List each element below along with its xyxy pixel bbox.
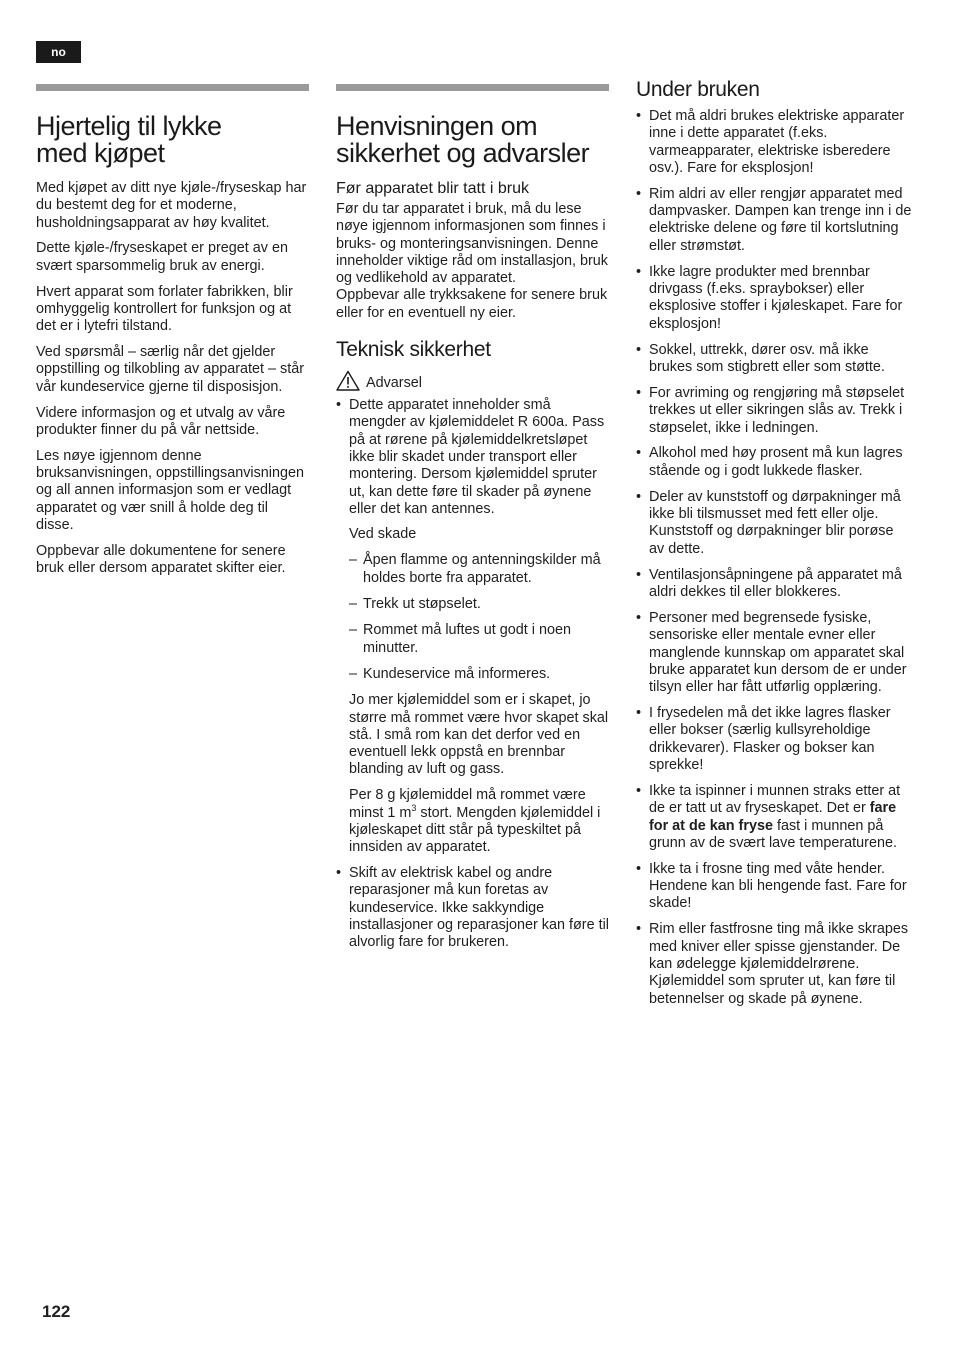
list-item: • Alkohol med høy prosent må kun lagres stående og i godt lukkede flasker.	[636, 445, 912, 480]
damage-label: Ved skade	[349, 526, 417, 543]
list-item: • For avriming og rengjøring må støpselet trekkes ut eller sikringen slås av. Trekk i støpselet, ikke i ledningen.	[636, 385, 912, 437]
refrigerant-amount-text: Per 8 g kjølemiddel må rommet være minst 1 $m^3$ stort. Mengden kjølemiddel i kjøleskapet ditt står på typeskiltet på innsiden av apparatet.	[349, 787, 601, 856]
before-use-heading: Før apparatet blir tatt i bruk	[336, 180, 529, 197]
list-item: • I frysedelen må det ikke lagres flasker eller bokser (særlig kullsyreholdige drikkevarer). Flasker og bokser kan sprekke!	[636, 705, 912, 774]
safety-bullets	[336, 397, 609, 952]
list-item: • Rim aldri av eller rengjør apparatet med dampvasker. Dampen kan trenge inn i de elektriske delene og føre til kortslutning eller strømstøt.	[636, 186, 912, 255]
technical-safety-heading: Teknisk sikkerhet	[336, 338, 491, 362]
intro-paragraph: Hvert apparat som forlater fabrikken, blir omhyggelig kontrollert for funksjon og at det er i lytefri tilstand.	[36, 283, 293, 335]
list-item: – Rommet må luftes ut godt i noen minutter.	[349, 622, 609, 657]
warning-label: Advarsel	[336, 370, 609, 391]
list-item: • Ventilasjonsåpningene på apparatet må aldri dekkes til eller blokkeres.	[636, 567, 912, 602]
before-use-text: Før du tar apparatet i bruk, må du lese nøye igjennom informasjonen som finnes i bruks- og monteringsanvisningen. Denne inneholder viktige råd om installasjon, bruk og vedlikehold av apparatet.	[336, 201, 608, 287]
before-use-text: Oppbevar alle trykksakene for senere bruk eller for en eventuell ny eier.	[336, 287, 608, 321]
list-item: • Rim eller fastfrosne ting må ikke skrapes med kniver eller spisse gjenstander. De kan ødelegge kjølemiddelrørene. Kjølemiddel som spruter ut, kan føre til betennelser og skade på øynene.	[636, 921, 912, 1007]
list-item: • Personer med begrensede fysiske, sensoriske eller mentale evner eller manglende kunnskap om apparatet skal bruke apparatet kun dersom de er under tilsyn eller har fått utførlig opplæring.	[636, 610, 912, 696]
list-item: • Sokkel, uttrekk, dører osv. må ikke brukes som stigbrett eller som støtte.	[636, 342, 912, 377]
section-rule	[36, 84, 309, 91]
intro-paragraph: Dette kjøle-/fryseskapet er preget av en svært sparsommelig bruk av energi.	[36, 240, 288, 274]
list-item: • Ikke ta i frosne ting med våte hender. Hendene kan bli hengende fast. Fare for skade!	[636, 861, 912, 913]
list-item: • Ikke ta ispinner i munnen straks etter at de er tatt ut av fryseskapet. Det er fare for at de kan fryse fast i munnen på grunn av de svært lave temperaturene.	[636, 783, 912, 852]
usage-column	[636, 78, 912, 1017]
intro-paragraph: Les nøye igjennom denne bruksanvisningen, oppstillingsanvisningen og all annen informasjon som er vedlagt apparatet og vær snill å holde deg til disse.	[36, 447, 304, 534]
safety-title: Henvisningen om sikkerhet og advarsler	[336, 111, 590, 168]
list-item: – Trekk ut støpselet.	[349, 596, 609, 613]
safety-column	[336, 84, 609, 960]
list-item: – Åpen flamme og antenningskilder må holdes borte fra apparatet.	[349, 552, 609, 587]
warning-triangle-icon	[336, 370, 360, 391]
language-tag: no	[36, 41, 81, 63]
usage-bullets	[636, 108, 912, 1008]
list-item: – Kundeservice må informeres.	[349, 666, 609, 683]
section-rule	[336, 84, 609, 91]
intro-paragraph: Videre informasjon og et utvalg av våre produkter finner du på vår nettside.	[36, 404, 286, 438]
usage-heading: Under bruken	[636, 78, 760, 101]
damage-steps	[349, 552, 609, 683]
refrigerant-room-text: Jo mer kjølemiddel som er i skapet, jo større må rommet være hvor skapet skal stå. I små rom kan det derfor ved en eventuell lekk oppstå en brennbar blanding av luft og gass.	[349, 692, 609, 778]
page-number: 122	[42, 1302, 71, 1321]
intro-title: Hjertelig til lykke med kjøpet	[36, 111, 222, 168]
list-item: • Dette apparatet inneholder små mengder av kjølemiddelet R 600a. Pass på at rørene på kjølemiddelkretsløpet ikke blir skadet under transport eller montering. Dersom kjølemiddel spruter ut, kan dette føre til skader på øynene eller det kan antennes. Ved skade – Åpen flamme og antenningskilder må holdes borte fra apparatet. – Trekk ut støpselet. – Rommet må luftes ut godt i noen minutter. – Kundeservice må informeres. Jo mer kjølemiddel som er i skapet, jo større må rommet være hvor skapet skal stå. I små rom kan det derfor ved en eventuell lekk oppstå en brennbar blanding av luft og gass. Per 8 g kjølemiddel må rommet være minst 1 $m^3$ stort. Mengden kjølemiddel i kjøleskapet ditt står på typeskiltet på innsiden av apparatet.	[336, 397, 609, 856]
intro-column	[36, 84, 309, 586]
list-item: • Skift av elektrisk kabel og andre reparasjoner må kun foretas av kundeservice. Ikke sakkyndige installasjoner og reparasjoner kan føre til alvorlig fare for brukeren.	[336, 865, 609, 951]
list-item: • Deler av kunststoff og dørpakninger må ikke bli tilsmusset med fett eller olje. Kunststoff og dørpakninger blir porøse av dette.	[636, 489, 912, 558]
intro-paragraph: Oppbevar alle dokumentene for senere bruk eller dersom apparatet skifter eier.	[36, 542, 286, 577]
list-item: • Det må aldri brukes elektriske apparater inne i dette apparatet (f.eks. varmeapparater, elektriske isberedere osv.). Fare for eksplosjon!	[636, 108, 912, 177]
intro-paragraph: Ved spørsmål – særlig når det gjelder oppstilling og tilkobling av apparatet – står vår kundeservice gjerne til disposisjon.	[36, 344, 304, 395]
intro-paragraph: Med kjøpet av ditt nye kjøle-/fryseskap har du bestemt deg for et moderne, husholdningsapparat av høy kvalitet.	[36, 180, 307, 231]
list-item: • Ikke lagre produkter med brennbar drivgass (f.eks. spraybokser) eller eksplosive stoffer i kjøleskapet. Fare for eksplosjon!	[636, 264, 912, 333]
